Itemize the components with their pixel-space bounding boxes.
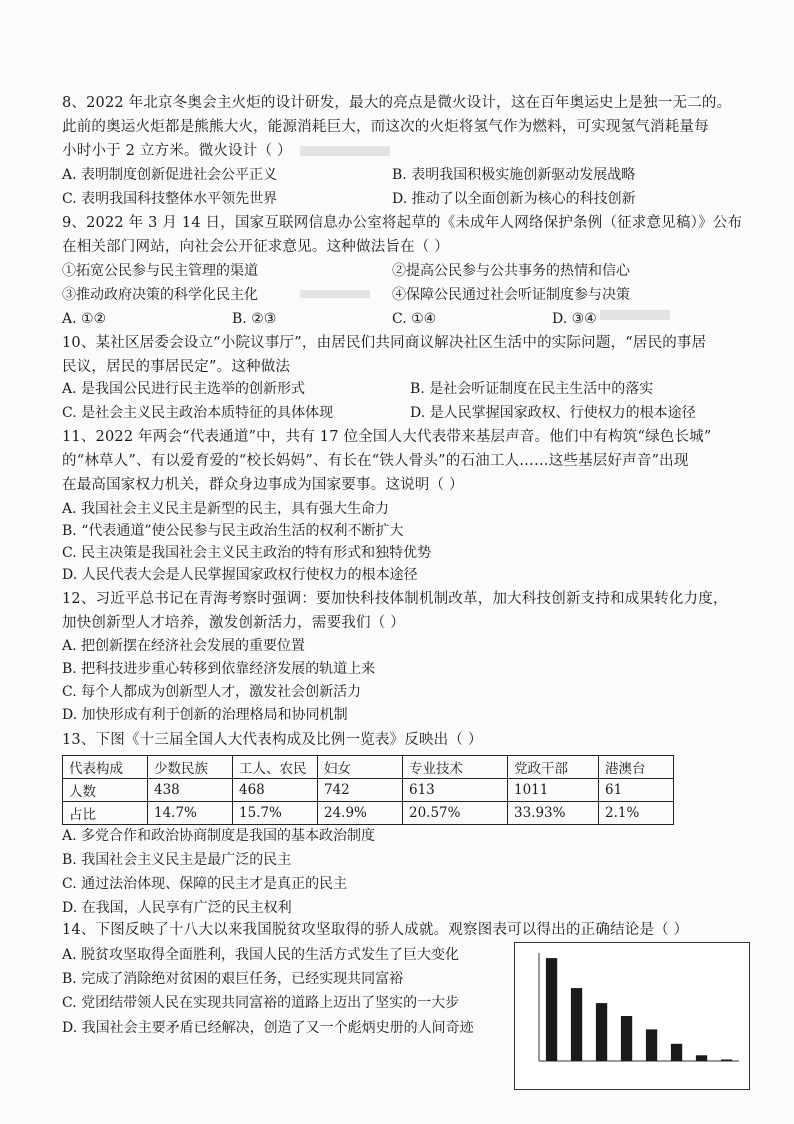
q8-option-a: A. 表明制度创新促进社会公平正义 (62, 167, 278, 183)
q9-item-2: ②提高公民参与公共事务的热情和信心 (392, 263, 630, 279)
q14-stem: 14、下图反映了十八大以来我国脱贫攻坚取得的骄人成就。观察图表可以得出的正确结论是（ ） (62, 922, 689, 938)
scan-smudge (300, 290, 370, 298)
table-header-cell: 代表构成 (63, 756, 148, 779)
table-cell: 438 (148, 779, 233, 802)
q13-option-a: A. 多党合作和政治协商制度是我国的基本政治制度 (62, 828, 376, 844)
table-cell: 20.57% (403, 802, 508, 825)
q9-option-b: B. ②③ (232, 311, 277, 327)
q10-stem-line1: 10、某社区居委会设立“小院议事厅”，由居民们共同商议解决社区生活中的实际问题，“居民的事居 (62, 335, 707, 351)
table-cell: 人数 (63, 779, 148, 802)
chart-bar (621, 1016, 632, 1061)
q9-stem-line1: 9、2022 年 3 月 14 日，国家互联网信息办公室将起草的《未成年人网络保护条例（征求意见稿）》公布 (62, 215, 743, 231)
q11-option-b: B. “代表通道”使公民参与民主政治生活的权利不断扩大 (62, 523, 404, 539)
q10-option-b: B. 是社会听证制度在民主生活中的落实 (410, 381, 654, 397)
representatives-table (62, 755, 674, 825)
q12-option-a: A. 把创新摆在经济社会发展的重要位置 (62, 638, 306, 654)
q12-stem-line2: 加快创新型人才培养，激发创新活力，需要我们（ ） (62, 615, 405, 631)
q9-option-d: D. ③④ (552, 311, 597, 327)
chart-bar (671, 1044, 682, 1061)
q13-option-c: C. 通过法治体现、保障的民主才是真正的民主 (62, 876, 348, 892)
chart-bar (571, 988, 582, 1061)
table-cell: 742 (318, 779, 403, 802)
table-cell: 1011 (508, 779, 599, 802)
q10-option-c: C. 是社会主义民主政治本质特征的具体体现 (62, 405, 334, 421)
q14-option-b: B. 完成了消除绝对贫困的艰巨任务，已经实现共同富裕 (62, 971, 404, 987)
poverty-bar-chart (514, 942, 750, 1090)
chart-bar (546, 958, 557, 1061)
q8-stem-line1: 8、2022 年北京冬奥会主火炬的设计研发，最大的亮点是微火设计，这在百年奥运史上是独一无二的。 (62, 95, 732, 111)
q8-option-d: D. 推动了以全面创新为核心的科技创新 (392, 191, 636, 207)
table-row (63, 802, 674, 825)
table-cell: 14.7% (148, 802, 233, 825)
q14-option-c: C. 党团结带领人民在实现共同富裕的道路上迈出了坚实的一大步 (62, 995, 460, 1011)
q11-stem-line2: 的“林草人”、有以爱育爱的“校长妈妈”、有长在“铁人骨头”的石油工人……这些基层好声音”出现 (62, 453, 689, 469)
q11-option-a: A. 我国社会主义民主是新型的民主，具有强大生命力 (62, 501, 390, 517)
q12-option-b: B. 把科技进步重心转移到依靠经济发展的轨道上来 (62, 661, 376, 677)
table-cell: 2.1% (599, 802, 674, 825)
scan-smudge (300, 146, 390, 156)
table-cell: 33.93% (508, 802, 599, 825)
table-cell: 24.9% (318, 802, 403, 825)
q9-item-3: ③推动政府决策的科学化民主化 (62, 287, 258, 303)
table-header-cell: 少数民族 (148, 756, 233, 779)
q11-stem-line3: 在最高国家权力机关，群众身边事成为国家要事。这说明（ ） (62, 477, 464, 493)
q9-stem-line2: 在相关部门网站，向社会公开征求意见。这种做法旨在（ ） (62, 239, 450, 255)
q9-item-1: ①拓宽公民参与民主管理的渠道 (62, 263, 258, 279)
table-header-cell: 党政干部 (508, 756, 599, 779)
q11-option-d: D. 人民代表大会是人民掌握国家政权行使权力的根本途径 (62, 567, 418, 583)
table-header-row (63, 756, 674, 779)
q14-option-a: A. 脱贫攻坚取得全面胜利，我国人民的生活方式发生了巨大变化 (62, 947, 460, 963)
table-row (63, 779, 674, 802)
q12-stem-line1: 12、习近平总书记在青海考察时强调：要加快科技体制机制改革，加大科技创新支持和成果转化力度， (62, 591, 728, 607)
q13-option-d: D. 在我国，人民享有广泛的民主权利 (62, 900, 292, 916)
table-header-cell: 妇女 (318, 756, 403, 779)
q9-option-c: C. ①④ (392, 311, 437, 327)
bar-chart-svg (515, 943, 749, 1089)
table-cell: 占比 (63, 802, 148, 825)
q12-option-c: C. 每个人都成为创新型人才，激发社会创新活力 (62, 684, 362, 700)
table-cell: 613 (403, 779, 508, 802)
q10-option-a: A. 是我国公民进行民主选举的创新形式 (62, 381, 306, 397)
q10-option-d: D. 是人民掌握国家政权、行使权力的根本途径 (410, 405, 696, 421)
table-cell: 15.7% (233, 802, 318, 825)
scan-smudge (600, 310, 670, 320)
table-header-cell: 专业技术 (403, 756, 508, 779)
q11-option-c: C. 民主决策是我国社会主义民主政治的特有形式和独特优势 (62, 545, 432, 561)
q8-stem-line2: 此前的奥运火炬都是熊熊大火，能源消耗巨大，而这次的火炬将氢气作为燃料，可实现氢气消耗量每 (62, 119, 709, 135)
q8-option-c: C. 表明我国科技整体水平领先世界 (62, 191, 278, 207)
q10-stem-line2: 民议，居民的事居民定”。这种做法 (62, 359, 291, 375)
chart-bar (646, 1029, 657, 1061)
q9-item-4: ④保障公民通过社会听证制度参与决策 (392, 287, 630, 303)
table-header-cell: 工人、农民 (233, 756, 318, 779)
chart-bar (696, 1055, 707, 1061)
q12-option-d: D. 加快形成有利于创新的治理格局和协同机制 (62, 707, 348, 723)
table-cell: 61 (599, 779, 674, 802)
q13-stem: 13、下图《十三届全国人大代表构成及比例一览表》反映出（ ） (62, 732, 483, 748)
table-cell: 468 (233, 779, 318, 802)
q8-stem-line3: 小时小于 2 立方米。微火设计（ ） (62, 143, 292, 159)
q14-option-d: D. 我国社会主要矛盾已经解决，创造了又一个彪炳史册的人间奇迹 (62, 1020, 474, 1036)
q8-option-b: B. 表明我国积极实施创新驱动发展战略 (392, 167, 636, 183)
q13-option-b: B. 我国社会主义民主是最广泛的民主 (62, 852, 292, 868)
chart-bar (596, 1003, 607, 1061)
q9-option-a: A. ①② (62, 311, 107, 327)
q11-stem-line1: 11、2022 年两会“代表通道”中，共有 17 位全国人大代表带来基层声音。他们中有构筑“绿色长城” (62, 429, 712, 445)
chart-bar (721, 1060, 732, 1062)
table-header-cell: 港澳台 (599, 756, 674, 779)
